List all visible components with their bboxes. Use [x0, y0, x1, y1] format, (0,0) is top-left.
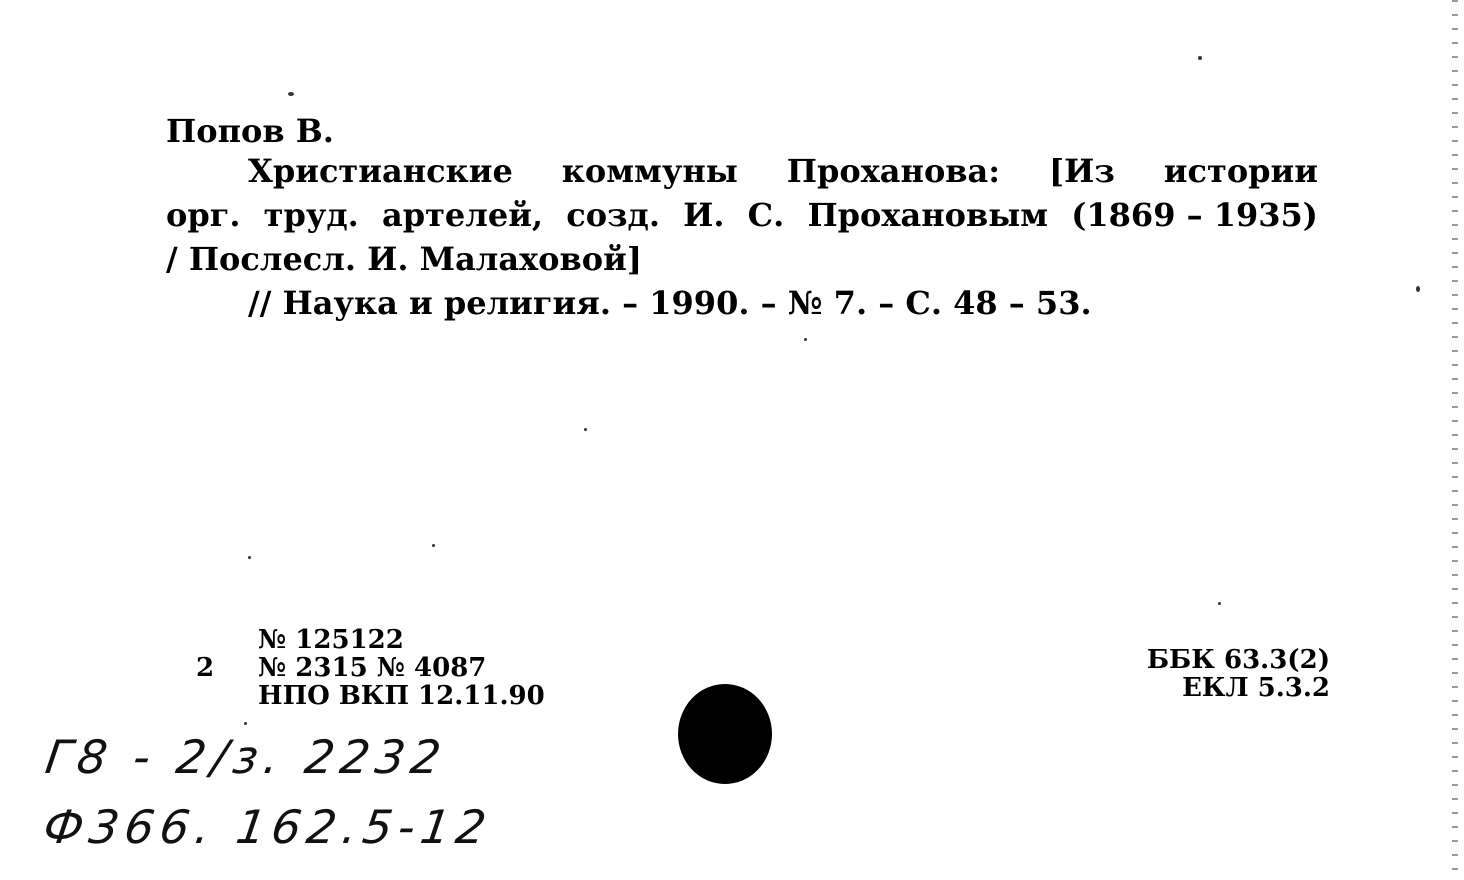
number-row — [196, 654, 545, 682]
scan-speck — [1218, 602, 1221, 605]
ekl-code: ЕКЛ 5.3.2 — [1182, 673, 1330, 703]
title-word: [Из — [1049, 152, 1115, 190]
registration-numbers — [196, 626, 545, 710]
handwritten-shelfmark: Г8 - 2/з. 2232 — [42, 730, 451, 784]
bbk-code: ББК 63.3(2) — [1146, 645, 1330, 675]
title-line-3: / Послесл. И. Малаховой] — [166, 240, 642, 278]
number-text: НПО ВКП 12.11.90 — [258, 681, 545, 711]
scan-speck — [1416, 286, 1420, 292]
source-line: // Наука и религия. – 1990. – № 7. – С. 48 – 53. — [248, 284, 1092, 322]
title-word: созд. — [566, 196, 660, 234]
scan-speck — [1198, 56, 1202, 60]
number-text: № 2315 № 4087 — [258, 653, 487, 683]
title-word: С. — [747, 196, 785, 234]
scan-speck — [248, 556, 251, 559]
number-text: № 125122 — [258, 625, 404, 655]
scan-speck — [432, 544, 435, 547]
title-word: И. — [683, 196, 725, 234]
number-row — [196, 682, 545, 710]
copy-count: 2 — [196, 653, 215, 683]
scan-speck — [288, 92, 294, 96]
author-name: Попов В. — [166, 112, 334, 150]
scan-speck — [584, 428, 587, 431]
handwritten-index: Ф366. 162.5-12 — [40, 800, 496, 854]
title-word: коммуны — [561, 152, 738, 190]
title-line-2 — [166, 196, 1318, 234]
title-word: Прохановым — [807, 196, 1049, 234]
title-word: Христианские — [248, 152, 513, 190]
scan-speck — [804, 338, 807, 341]
title-word: (1869 – 1935) — [1071, 196, 1318, 234]
title-word: труд. — [263, 196, 359, 234]
classification-codes — [1120, 646, 1330, 702]
scan-speck — [244, 722, 247, 725]
title-word: орг. — [166, 196, 241, 234]
copy-count — [196, 626, 258, 654]
punch-hole — [678, 684, 772, 784]
title-word: артелей, — [381, 196, 544, 234]
title-line-1 — [248, 152, 1318, 190]
copy-count — [196, 682, 258, 710]
title-word: истории — [1163, 152, 1318, 190]
number-row — [196, 626, 545, 654]
card-edge-marks — [1452, 0, 1458, 880]
title-word: Проханова: — [786, 152, 1001, 190]
